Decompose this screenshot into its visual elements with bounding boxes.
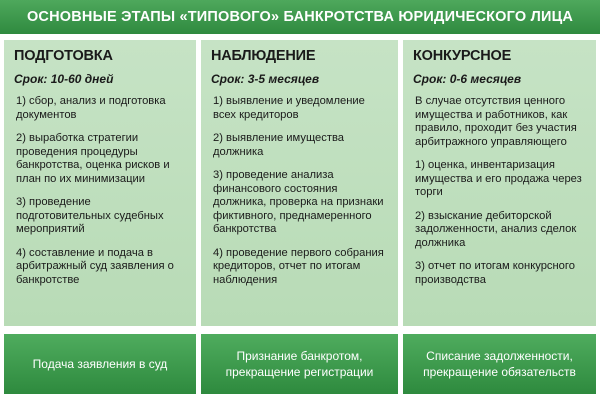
stage-result-competitive: Списание задолженности, прекращение обязательств (403, 334, 596, 394)
stage-title: ПОДГОТОВКА (14, 48, 113, 64)
stage-item: 2) выработка стратегии проведения процедуры банкротства, оценка рисков и план по их минимизации (16, 132, 170, 185)
stage-item: 2) взыскание дебиторской задолженности, анализ сделок должника (415, 209, 577, 249)
stage-title: НАБЛЮДЕНИЕ (211, 48, 316, 64)
stage-title: КОНКУРСНОЕ (413, 48, 512, 64)
stage-item: 3) проведение подготовительных судебных мероприятий (16, 196, 164, 235)
stage-item: 3) проведение анализа финансового состояния должника, проверка на признаки фиктивного, преднамеренного банкротства (213, 169, 384, 235)
stage-preparation (4, 40, 196, 326)
stage-term: Срок: 3-5 месяцев (211, 72, 320, 86)
stage-term: Срок: 10-60 дней (14, 72, 114, 86)
stage-item: 2) выявление имущества должника (213, 132, 345, 158)
stage-intro: В случае отсутствия ценного имущества и работников, как правило, проходит без участия арбитражного управляющего (415, 95, 577, 148)
stage-result-preparation: Подача заявления в суд (4, 334, 196, 394)
stage-results (0, 334, 600, 394)
stage-item: 4) проведение первого собрания кредиторов, отчет по итогам наблюдения (213, 246, 384, 286)
stage-item: 1) сбор, анализ и подготовка документов (16, 95, 166, 121)
page-title: ОСНОВНЫЕ ЭТАПЫ «ТИПОВОГО» БАНКРОТСТВА ЮРИДИЧЕСКОГО ЛИЦА (0, 0, 600, 36)
stage-item: 1) оценка, инвентаризация имущества и его продажа через торги (415, 159, 582, 198)
stage-term: Срок: 0-6 месяцев (413, 72, 522, 86)
stage-competitive (403, 40, 596, 326)
stage-result-observation: Признание банкротом, прекращение регистрации (201, 334, 398, 394)
stage-item: 3) отчет по итогам конкурсного производства (415, 260, 575, 286)
stages-container (0, 40, 600, 326)
stage-item: 4) составление и подача в арбитражный суд заявления о банкротстве (16, 246, 174, 286)
stage-observation (201, 40, 398, 326)
stage-item: 1) выявление и уведомление всех кредиторов (213, 95, 365, 121)
